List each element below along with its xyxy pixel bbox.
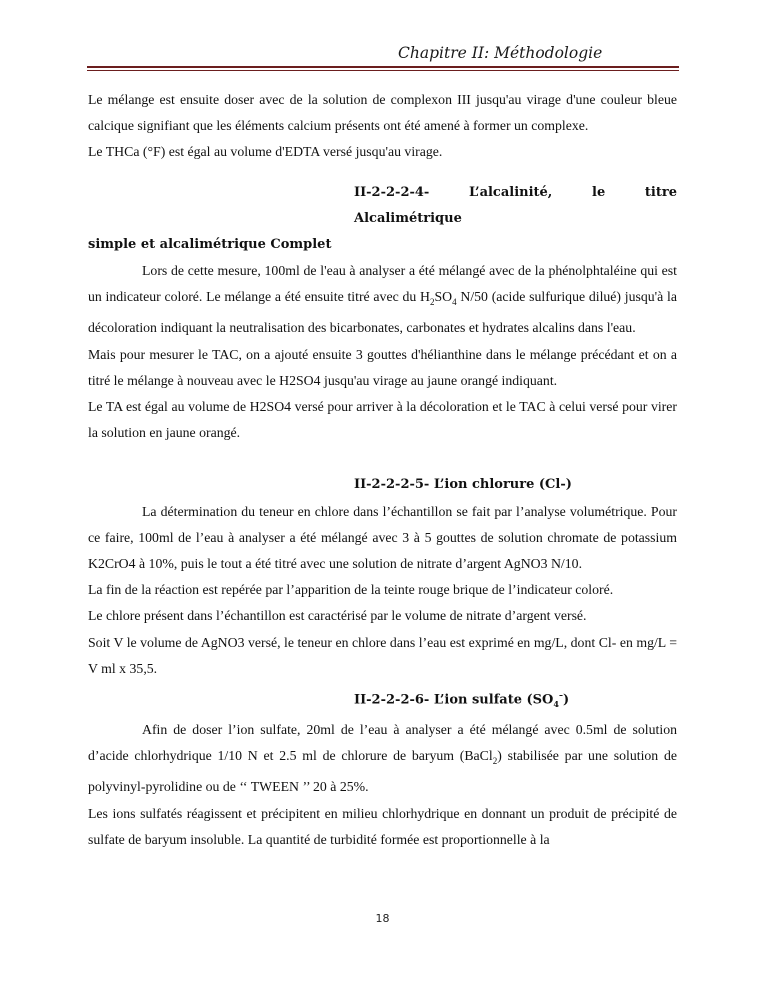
paragraph: Le TA est égal au volume de H2SO4 versé pour arriver à la décoloration et le TAC à celui versé pour virer la solution en jaune orangé. — [88, 398, 677, 441]
chapter-header: Chapitre II: Méthodologie — [398, 44, 603, 62]
header-rule-thick — [87, 66, 679, 68]
section-heading-alcalinite: II-2-2-2-4- L’alcalinité, le titre Alcalimétrique — [354, 184, 677, 226]
paragraph: Le mélange est ensuite doser avec de la solution de complexon III jusqu'au virage d'une couleur bleue calcique signifiant que les éléments calcium présents ont été amené à former un complexe. — [88, 92, 677, 134]
paragraph: Afin de doser l’ion sulfate, 20ml de l’eau à analyser a été mélangé avec 0.5ml de solution d’acide chlorhydrique 1/10 N et 2.5 ml de chlorure de baryum (BaCl$_2$) stabilisée par une solution de polyvinyl-pyrolidine ou de ‘‘ TWEEN ’’ 20 à 25%. — [88, 722, 677, 795]
paragraph: Les ions sulfatés réagissent et précipitent en milieu chlorhydrique en donnant un produit de précipité de sulfate de baryum insoluble. La quantité de turbidité formée est proportionnelle à la — [88, 805, 677, 847]
paragraph: La détermination du teneur en chlore dans l’échantillon se fait par l’analyse volumétrique. Pour ce faire, 100ml de l’eau à analyser a été mélangé avec 3 à 5 gouttes de solution chromate de potassium K2CrO4 à 10%, puis le tout a été titré avec une solution de nitrate d’argent AgNO3 N/10. — [88, 503, 677, 571]
paragraph: Soit V le volume de AgNO3 versé, le teneur en chlore dans l’eau est exprimé en mg/L, dont Cl- en mg/L = V ml x 35,5. — [88, 634, 677, 676]
paragraph: Le THCa (°F) est égal au volume d'EDTA versé jusqu'au virage. — [88, 144, 443, 160]
page-number: 18 — [375, 912, 390, 925]
document-body — [88, 87, 677, 853]
section-heading-chlorure: II-2-2-2-5- L’ion chlorure (Cl-) — [354, 477, 572, 493]
section-heading-alcalinite-continued: simple et alcalimétrique Complet — [88, 237, 332, 253]
paragraph: Mais pour mesurer le TAC, on a ajouté ensuite 3 gouttes d'hélianthine dans le mélange précédant et on a titré le mélange à nouveau avec le H2SO4 jusqu'au virage au jaune orangé indiquant. — [88, 346, 677, 388]
section-heading-sulfate: II-2-2-2-6- L’ion sulfate $(SO_4^-)$ — [354, 690, 570, 709]
paragraph: Le chlore présent dans l’échantillon est caractérisé par le volume de nitrate d’argent versé. — [88, 608, 587, 624]
spacer — [88, 166, 677, 180]
paragraph: La fin de la réaction est repérée par l’apparition de la teinte rouge brique de l’indicateur coloré. — [88, 582, 614, 598]
header-rule-thin — [87, 70, 679, 71]
paragraph: Lors de cette mesure, 100ml de l'eau à analyser a été mélangé avec de la phénolphtaléine qui est un indicateur coloré. Le mélange a été ensuite titré avec du $H_2SO_4$ N/50 (acide sulfurique dilué) jusqu'à la décoloration indiquant la neutralisation des bicarbonates, carbonates et hydrates alcalins dans l'eau. — [88, 263, 677, 336]
spacer — [88, 446, 677, 472]
